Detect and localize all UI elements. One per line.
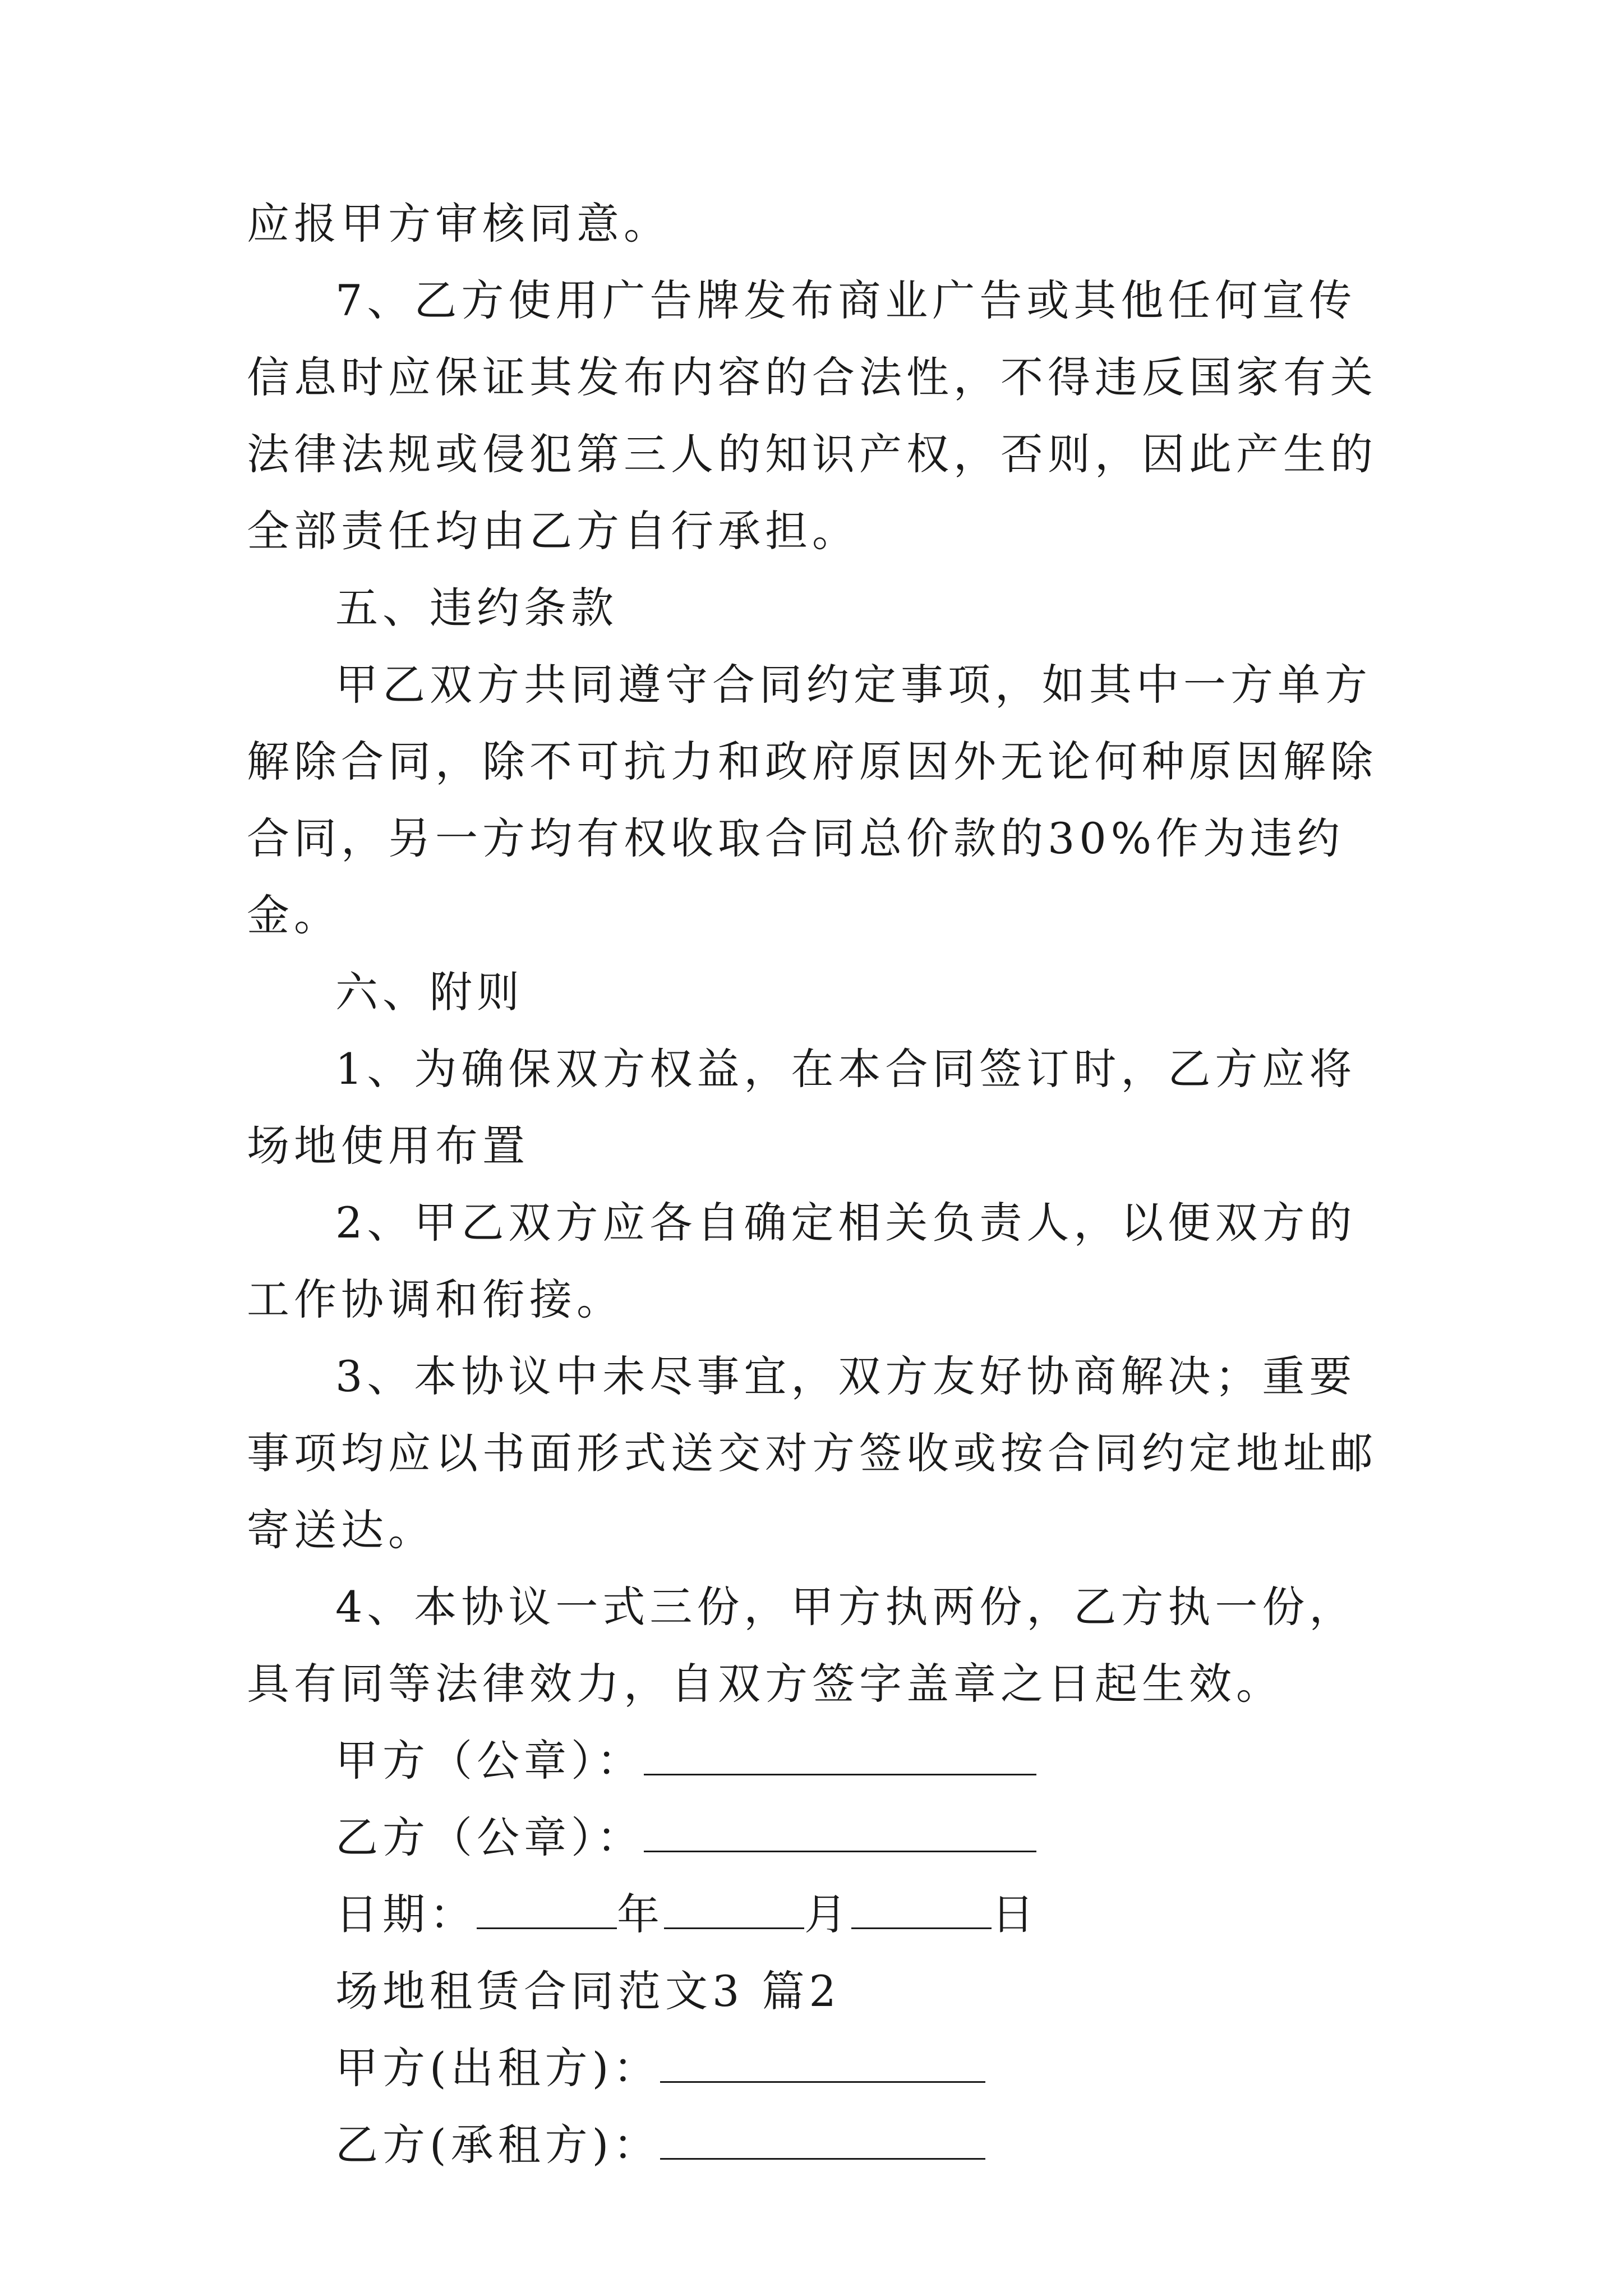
month-label: 月 <box>804 1889 851 1939</box>
heading-supplementary: 六、附则 <box>335 967 524 1017</box>
date-label: 日期： <box>335 1889 477 1939</box>
party-b-seal-label: 乙方（公章）： <box>335 1812 644 1862</box>
party-b-signature-blank[interactable] <box>644 1811 1036 1852</box>
next-contract-title: 场地租赁合同范文3 篇2 <box>335 1966 841 2016</box>
signature-party-b <box>247 1799 1402 1876</box>
signature-date <box>247 1876 1402 1953</box>
lessee-label: 乙方(承租方)： <box>335 2120 661 2170</box>
year-label: 年 <box>617 1889 664 1939</box>
lessor-label: 甲方(出租方)： <box>335 2043 661 2093</box>
lessor-line <box>247 2030 1402 2106</box>
day-blank[interactable] <box>851 1888 992 1929</box>
paragraph-clause-7: 7、乙方使用广告牌发布商业广告或其他任何宣传信息时应保证其发布内容的合法性，不得违反国家有关法律法规或侵犯第三人的知识产权，否则，因此产生的全部责任均由乙方自行承担。 <box>247 275 1377 556</box>
paragraph-supp-3: 3、本协议中未尽事宜，双方友好协商解决；重要事项均应以书面形式送交对方签收或按合同约定地址邮寄送达。 <box>247 1351 1377 1555</box>
lessee-blank[interactable] <box>660 2119 985 2160</box>
paragraph-supp-1: 1、为确保双方权益，在本合同签订时，乙方应将场地使用布置 <box>247 1044 1357 1171</box>
document-body <box>247 185 1402 2183</box>
signature-party-a <box>247 1722 1402 1799</box>
lessor-blank[interactable] <box>660 2042 985 2083</box>
party-a-signature-blank[interactable] <box>644 1734 1036 1775</box>
day-label: 日 <box>992 1889 1039 1939</box>
paragraph-1: 应报甲方审核同意。 <box>247 199 671 249</box>
lessee-line <box>247 2106 1402 2183</box>
month-blank[interactable] <box>664 1888 804 1929</box>
heading-breach-terms: 五、违约条款 <box>335 583 618 633</box>
year-blank[interactable] <box>477 1888 617 1929</box>
paragraph-supp-4: 4、本协议一式三份，甲方执两份，乙方执一份，具有同等法律效力，自双方签字盖章之日起生效。 <box>247 1582 1357 1709</box>
paragraph-supp-2: 2、甲乙双方应各自确定相关负责人，以便双方的工作协调和衔接。 <box>247 1198 1357 1324</box>
party-a-seal-label: 甲方（公章）： <box>335 1736 644 1786</box>
paragraph-breach: 甲乙双方共同遵守合同约定事项，如其中一方单方解除合同，除不可抗力和政府原因外无论何种原因解除合同，另一方均有权收取合同总价款的30%作为违约金。 <box>247 660 1377 940</box>
